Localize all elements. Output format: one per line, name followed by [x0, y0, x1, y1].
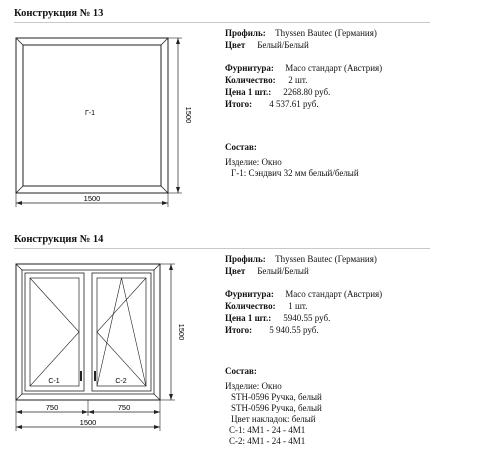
color-label: Цвет — [225, 266, 246, 276]
profile-label: Профиль: — [225, 254, 266, 264]
price-label: Цена 1 шт.: — [225, 87, 272, 97]
height-dimension: 1500 — [184, 106, 193, 124]
composition-line: STH-0596 Ручка, белый — [231, 403, 322, 413]
section-divider — [14, 248, 430, 249]
window-drawing — [10, 30, 195, 230]
composition-line: С-1: 4М1 - 24 - 4М1 — [229, 425, 306, 435]
hardware-value: Масо стандарт (Австрия) — [285, 289, 383, 299]
construction-title: Конструкция № 14 — [14, 234, 104, 245]
sash-left-label: С-1 — [48, 378, 60, 385]
handle-icon — [80, 371, 82, 381]
construction-14 — [0, 226, 500, 455]
profile-value: Thyssen Bautec (Германия) — [275, 254, 377, 264]
composition-line: Изделие: Окно — [225, 381, 282, 391]
handle-icon — [94, 371, 96, 381]
construction-title: Конструкция № 13 — [14, 8, 104, 19]
composition-block — [225, 366, 322, 447]
total-label: Итого: — [225, 99, 253, 109]
height-dimension: 1500 — [177, 323, 186, 341]
left-width-dimension: 750 — [45, 403, 59, 412]
construction-13 — [0, 0, 500, 225]
total-value: 5 940.55 руб. — [269, 325, 319, 335]
specs-panel — [225, 254, 495, 452]
composition-line: С-2: 4М1 - 24 - 4М1 — [229, 436, 306, 446]
sash-right-label: С-2 — [115, 378, 127, 385]
quantity-value: 2 шт. — [288, 75, 308, 85]
right-width-dimension: 750 — [117, 403, 131, 412]
color-value: Белый/Белый — [257, 40, 309, 50]
specs-panel — [225, 28, 495, 218]
composition-line: Г-1: Сэндвич 32 мм белый/белый — [231, 168, 359, 178]
composition-block — [225, 142, 359, 179]
width-dimension: 1500 — [79, 418, 97, 427]
hardware-label: Фурнитура: — [225, 289, 274, 299]
total-label: Итого: — [225, 325, 253, 335]
composition-title: Состав: — [225, 142, 257, 152]
color-value: Белый/Белый — [257, 266, 309, 276]
composition-line: Изделие: Окно — [225, 157, 282, 167]
quantity-label: Количество: — [225, 301, 276, 311]
composition-line: STH-0596 Ручка, белый — [231, 392, 322, 402]
window-drawing — [10, 256, 195, 456]
price-value: 2268.80 руб. — [283, 87, 331, 97]
sash-label: Г-1 — [84, 110, 96, 117]
total-value: 4 537.61 руб. — [269, 99, 319, 109]
price-value: 5940.55 руб. — [283, 313, 331, 323]
profile-label: Профиль: — [225, 28, 266, 38]
profile-value: Thyssen Bautec (Германия) — [275, 28, 377, 38]
width-dimension: 1500 — [83, 194, 101, 203]
quantity-value: 1 шт. — [288, 301, 308, 311]
section-divider — [14, 22, 430, 23]
hardware-label: Фурнитура: — [225, 63, 274, 73]
quantity-label: Количество: — [225, 75, 276, 85]
hardware-value: Масо стандарт (Австрия) — [285, 63, 383, 73]
price-label: Цена 1 шт.: — [225, 313, 272, 323]
composition-title: Состав: — [225, 366, 257, 376]
composition-line: Цвет накладок: белый — [231, 414, 316, 424]
color-label: Цвет — [225, 40, 246, 50]
